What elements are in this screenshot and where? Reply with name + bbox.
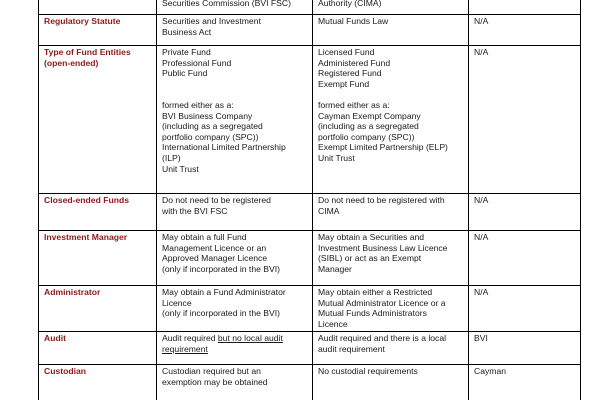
cell-line: Licence [318,318,348,329]
cell-line: (including as a segregated [318,121,419,132]
row-label: Audit [44,333,66,344]
cell-line: Professional Fund [162,57,232,68]
table-row-fund-entities [39,46,581,194]
audit-underlined-text: but no local audit [217,333,283,344]
table-row-regulator [39,0,581,15]
cell-line: formed either as a: [162,99,234,110]
cell-line: with the BVI FSC [162,205,228,216]
table-row-audit [39,332,581,365]
cell-line: Exempt Limited Partnership (ELP) [318,142,448,153]
cell-line: exemption may be obtained [162,376,268,387]
cell-line: International Limited Partnership [162,142,286,153]
cell-line: Public Fund [162,68,208,79]
row-label-cell [39,231,157,286]
table-row-custodian [39,365,581,400]
row-label: Type of Fund Entities [44,47,131,57]
cell-line: N/A [474,195,489,205]
other-cell [469,194,581,231]
bvi-cell [157,194,313,231]
other-cell [469,332,581,365]
cell-line: N/A [474,287,489,297]
cell-line: (only if incorporated in the BVI) [162,308,280,319]
cell-line: Licence [162,297,192,308]
cell-line: Management Licence or an [162,242,267,253]
cell-line: Cayman [474,366,506,377]
bvi-cell [157,231,313,286]
cell-line: N/A [474,232,489,242]
cell-line: BVI [474,333,488,344]
row-label: Custodian [44,366,87,377]
other-cell [469,365,581,400]
cell-line: N/A [474,16,489,26]
cell-line: May obtain a full Fund [162,232,247,242]
cell-line: No custodial requirements [318,366,418,377]
cell-line: Mutual Funds Administrators [318,308,427,319]
cell-line: Unit Trust [318,152,355,163]
cell-line: BVI Business Company [162,110,253,121]
audit-text: Audit required [162,333,218,344]
cell-line: Do not need to be registered [162,195,271,205]
row-label-cell [39,46,157,194]
row-label: Regulatory Statute [44,16,121,26]
row-label: Investment Manager [44,232,128,242]
cell-line: Administered Fund [318,57,391,68]
bvi-cell [157,0,313,15]
cayman-cell [313,231,469,286]
cayman-cell [313,0,469,15]
cell-line: Approved Manager Licence [162,253,268,264]
cayman-cell [313,286,469,332]
cell-line: Audit required and there is a local [318,333,447,344]
cell-line: Exempt Fund [318,78,370,89]
fund-comparison-table [38,0,581,400]
cell-line: Mutual Funds Law [318,16,389,26]
table-row-administrator [39,286,581,332]
cell-line: (including as a segregated [162,121,263,132]
table-row-closed-ended-funds [39,194,581,231]
other-cell [469,231,581,286]
cell-line: N/A [474,47,489,57]
row-label-cell [39,0,157,15]
cell-line: Securities and Investment [162,16,261,26]
cell-line: audit requirement [318,343,385,354]
cell-line: Cayman Exempt Company [318,110,421,121]
cell-line: portfolio company (SPC)) [162,131,259,142]
row-label-cell [39,332,157,365]
cell-line: portfolio company (SPC)) [318,131,415,142]
row-label: (open-ended) [44,57,99,68]
cell-line: May obtain a Fund Administrator [162,287,286,297]
cell-line: Manager [318,263,352,274]
bvi-cell [157,332,313,365]
row-label: Closed-ended Funds [44,195,129,205]
table-row-investment-manager [39,231,581,286]
row-label-cell [39,15,157,46]
cell-line: Investment Business Law Licence [318,242,448,253]
cell-line: Registered Fund [318,68,382,79]
cell-line: Unit Trust [162,163,199,174]
bvi-cell [157,46,313,194]
cell-line: Securities Commission (BVI FSC) [162,0,291,8]
cell-line: Custodian required but an [162,366,261,377]
cell-line: formed either as a: [318,99,390,110]
cell-line: CIMA [318,205,340,216]
bvi-cell [157,286,313,332]
cayman-cell [313,194,469,231]
bvi-cell [157,15,313,46]
cell-line [162,333,307,344]
row-label-cell [39,365,157,400]
row-label-cell [39,194,157,231]
cell-line: (SIBL) or act as an Exempt [318,253,422,264]
cayman-cell [313,365,469,400]
cell-line: Do not need to be registered with [318,195,445,205]
cell-line: (only if incorporated in the BVI) [162,263,280,274]
audit-underlined-text: requirement [162,343,208,354]
row-label: Administrator [44,287,101,297]
cell-line: Licensed Fund [318,47,375,57]
cayman-cell [313,332,469,365]
other-cell [469,286,581,332]
table-row-regulatory-statute [39,15,581,46]
cell-line: (ILP) [162,152,181,163]
other-cell [469,0,581,15]
cell-line: Private Fund [162,47,211,57]
cell-line: May obtain a Securities and [318,232,425,242]
other-cell [469,15,581,46]
cayman-cell [313,15,469,46]
bvi-cell [157,365,313,400]
cell-line: Business Act [162,26,212,37]
row-label-cell [39,286,157,332]
cell-line: Authority (CIMA) [318,0,382,8]
cayman-cell [313,46,469,194]
cell-line: Mutual Administrator Licence or a [318,297,446,308]
other-cell [469,46,581,194]
cell-line: May obtain either a Restricted [318,287,433,297]
